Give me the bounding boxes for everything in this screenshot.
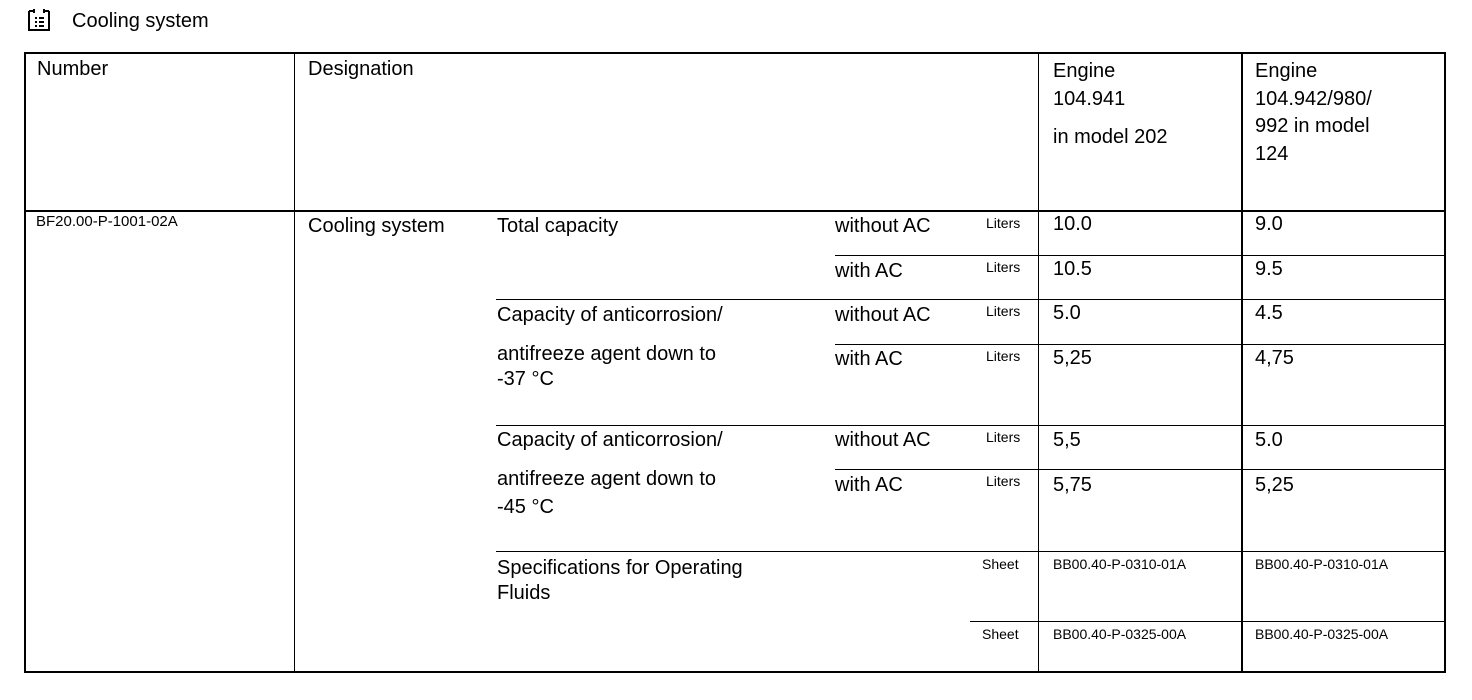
row-line — [496, 299, 1446, 300]
cooling-system-spec-table — [24, 52, 1446, 673]
unit-sheet: Sheet — [982, 626, 1019, 642]
item-specs-line2: Fluids — [497, 582, 551, 604]
condition-with-ac: with AC — [835, 474, 903, 496]
sheet-ref-engine1[interactable]: BB00.40-P-0310-01A — [1053, 556, 1187, 572]
unit-liters: Liters — [986, 259, 1021, 275]
condition-without-ac: without AC — [835, 215, 931, 237]
header-engine1-line2: 104.941 — [1053, 88, 1126, 110]
value-engine2: 9.5 — [1255, 258, 1283, 280]
header-engine2-line1: Engine — [1255, 60, 1318, 82]
item-total-capacity: Total capacity — [497, 215, 619, 237]
row-line — [835, 344, 1446, 345]
row-line — [496, 551, 1446, 552]
item-anti45-line3: -45 °C — [497, 496, 554, 518]
value-engine2: 5.0 — [1255, 429, 1283, 451]
col-line-engine1 — [1038, 52, 1039, 673]
header-engine2-line4: 124 — [1255, 143, 1289, 165]
item-anti37-line1: Capacity of anticorrosion/ — [497, 304, 723, 326]
item-anti37-line2: antifreeze agent down to — [497, 343, 717, 365]
row-line — [970, 621, 1446, 622]
unit-liters: Liters — [986, 348, 1021, 364]
value-engine2: 9.0 — [1255, 213, 1283, 235]
header-engine2-line3: 992 in model — [1255, 115, 1370, 137]
condition-without-ac: without AC — [835, 429, 931, 451]
spec-sheet-icon — [26, 8, 52, 34]
col-line-engine2 — [1241, 52, 1243, 673]
table-border-bottom — [24, 671, 1446, 673]
sheet-ref-engine1[interactable]: BB00.40-P-0325-00A — [1053, 626, 1187, 642]
row-line — [835, 469, 1446, 470]
page-title: Cooling system — [72, 9, 209, 32]
value-engine2: 4,75 — [1255, 347, 1294, 369]
item-specs-line1: Specifications for Operating — [497, 557, 743, 579]
row-line — [496, 425, 1446, 426]
header-number: Number — [37, 58, 109, 80]
condition-without-ac: without AC — [835, 304, 931, 326]
group-label: Cooling system — [308, 215, 445, 237]
table-border-left — [24, 52, 26, 673]
table-border-top — [24, 52, 1446, 54]
value-engine1: 5,5 — [1053, 429, 1081, 451]
condition-with-ac: with AC — [835, 260, 903, 282]
header-designation: Designation — [308, 58, 414, 80]
unit-liters: Liters — [986, 215, 1021, 231]
condition-with-ac: with AC — [835, 348, 903, 370]
unit-liters: Liters — [986, 473, 1021, 489]
value-engine2: 4.5 — [1255, 302, 1283, 324]
unit-liters: Liters — [986, 303, 1021, 319]
header-separator — [24, 210, 1446, 212]
item-anti45-line2: antifreeze agent down to — [497, 468, 717, 490]
value-engine1: 5,25 — [1053, 347, 1092, 369]
unit-liters: Liters — [986, 429, 1021, 445]
table-border-right — [1444, 52, 1446, 673]
header-engine1-line1: Engine — [1053, 60, 1116, 82]
part-number: BF20.00-P-1001-02A — [36, 213, 178, 230]
header-engine1-line3: in model 202 — [1053, 126, 1168, 148]
value-engine1: 10.0 — [1053, 213, 1092, 235]
value-engine1: 10.5 — [1053, 258, 1092, 280]
item-anti45-line1: Capacity of anticorrosion/ — [497, 429, 723, 451]
value-engine1: 5.0 — [1053, 302, 1081, 324]
item-anti37-line3: -37 °C — [497, 368, 554, 390]
sheet-ref-engine2[interactable]: BB00.40-P-0325-00A — [1255, 626, 1389, 642]
sheet-ref-engine2[interactable]: BB00.40-P-0310-01A — [1255, 556, 1389, 572]
row-line — [835, 255, 1446, 256]
value-engine2: 5,25 — [1255, 474, 1294, 496]
page-header — [26, 4, 209, 38]
value-engine1: 5,75 — [1053, 474, 1092, 496]
header-engine2-line2: 104.942/980/ — [1255, 88, 1372, 110]
col-line-number — [294, 52, 295, 673]
unit-sheet: Sheet — [982, 556, 1019, 572]
